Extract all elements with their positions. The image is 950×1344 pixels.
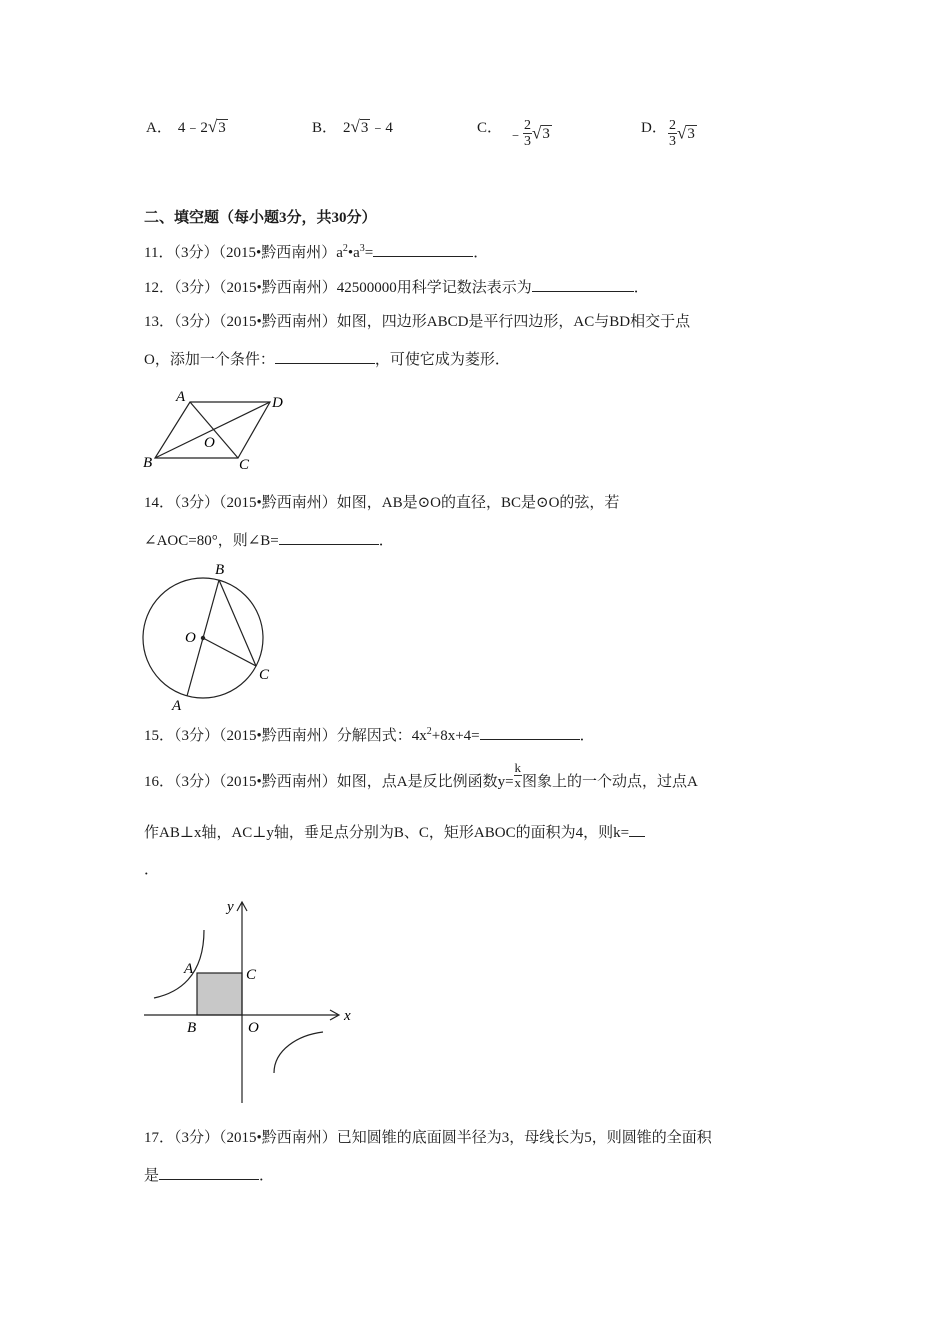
hyperbola-figure (138, 895, 363, 1110)
label-o: O (185, 630, 196, 646)
label-o: O (204, 435, 215, 451)
label-a: A (176, 389, 186, 405)
label-c: C (259, 667, 270, 683)
chord-bc (219, 580, 256, 666)
option-b: B． 2√3 ﹣4 (312, 117, 393, 136)
question-16-line2: 作AB⊥x轴，AC⊥y轴，垂足点分别为B、C，矩形ABOC的面积为4，则k= (144, 822, 645, 843)
question-17-line2: 是 ． (144, 1165, 274, 1186)
question-16-line3: ． (144, 862, 160, 878)
label-y: y (227, 899, 234, 915)
question-16-line1: 16．（3分）（2015•黔西南州）如图，点A是反比例函数y= $\frac{k}{x}$ 图象上的一个动点，过点A (144, 760, 698, 791)
question-12: 12．（3分）（2015•黔西南州）42500000用科学记数法表示为 ． (144, 277, 649, 298)
question-11: 11．（3分）（2015•黔西南州）$a^2•a^3=$ ． (144, 243, 489, 261)
option-d: D． (641, 120, 667, 136)
radius-oc (203, 638, 256, 666)
label-d: D (272, 395, 283, 411)
circle-figure (136, 558, 281, 713)
hyperbola-branch-lower-right (274, 1032, 323, 1073)
label-x: x (344, 1008, 351, 1024)
question-13-line1: 13．（3分）（2015•黔西南州）如图，四边形ABCD是平行四边形，AC与BD相交于点 (144, 314, 691, 330)
label-b: B (187, 1020, 197, 1036)
option-c: C． (477, 120, 503, 136)
label-a: A (172, 698, 182, 713)
label-c: C (239, 457, 250, 473)
question-15: 15．（3分）（2015•黔西南州）分解因式：$4x^2+8x+4=$ ． (144, 726, 595, 744)
question-17-line1: 17．（3分）（2015•黔西南州）已知圆锥的底面圆半径为3，母线长为5，则圆锥的全面积 (144, 1130, 712, 1146)
label-b: B (143, 455, 153, 471)
section-title: 二、填空题（每小题3分，共30分） (144, 210, 377, 226)
center-point (201, 636, 205, 640)
question-14-line2: ∠AOC=80°，则∠B= ． (144, 530, 394, 551)
label-a: A (184, 961, 194, 977)
option-c-expression: ﹣ $\frac{2}{3}$ √3 (508, 118, 550, 149)
label-o: O (248, 1020, 259, 1036)
option-d-expression: $\frac{2}{3}$ √3 (669, 118, 695, 149)
question-13-line2: O，添加一个条件： ，可使它成为菱形． (144, 349, 510, 370)
label-b: B (215, 562, 225, 578)
option-a: A． 4﹣2√3 (146, 117, 226, 136)
parallelogram-figure (138, 385, 298, 475)
label-c: C (246, 967, 257, 983)
rectangle-aboc (197, 973, 242, 1015)
question-14-line1: 14．（3分）（2015•黔西南州）如图，AB是⊙O的直径，BC是⊙O的弦，若 (144, 495, 620, 511)
